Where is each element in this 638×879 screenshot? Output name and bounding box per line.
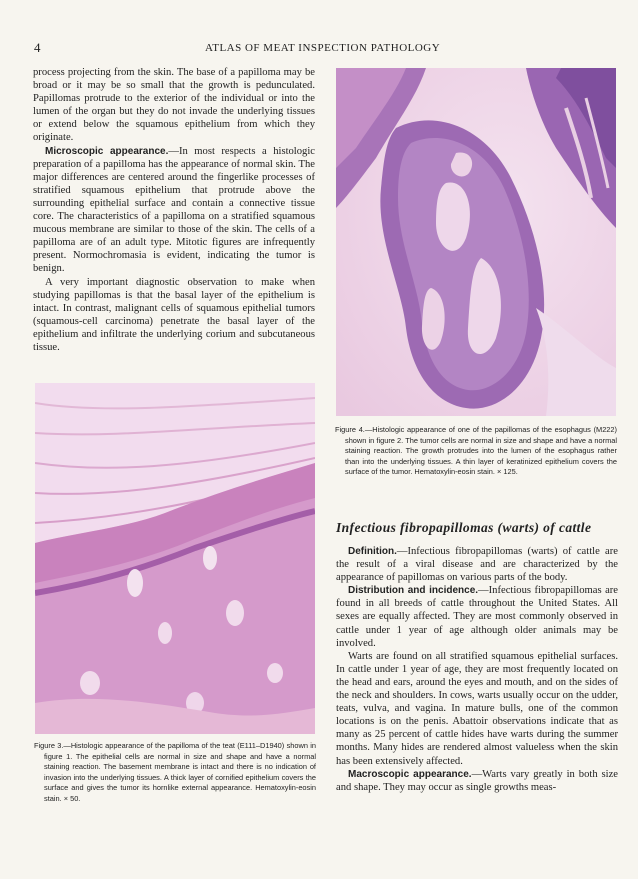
paragraph: Warts are found on all stratified squamous epithelial surfaces. In cattle under 1 year of age, they are most frequently located on the head and ears, around the eyes and mouth, and on the sides of the neck and shoulders. In cows, warts usually occur on the udder, teats, vulva, and vagina. In mature bulls, one of the common locations is on the penis. Abattoir observations indicate that as many as 25 percent of cattle hides have warts during the summer months. Many hides are rendered almost valueless when the skin has been extensively affected. bbox=[336, 650, 618, 767]
right-column-text bbox=[336, 545, 618, 794]
paragraph-microscopic: Microscopic appearance.—In most respects a histologic preparation of a papilloma has the appearance of normal skin. The major differences are centered around the fingerlike processes of stratified squamous epithelium that protrude above the surrounding epithelial surface and contain a connective tissue core. The characteristics of a papilloma on a stratified squamous mucous membrane are similar to those of the skin. The cells of a papilloma are of an adult type. Mitotic figures are infrequently present. Normochromasia is evident, indicating the tumor is benign. bbox=[33, 145, 315, 275]
figure-3-micrograph bbox=[35, 383, 315, 734]
paragraph-distribution: Distribution and incidence.—Infectious fibropapillomas are found in all breeds of cattle throughout the United States. All sexes are equally affected. They are most commonly observed in cattle under 1 year of age although older animals may be involved. bbox=[336, 585, 618, 649]
figure-4-caption: Figure 4.—Histologic appearance of one of the papillomas of the esophagus (M222) shown in figure 2. The tumor cells are normal in size and shape and have a normal staining reaction. The growth protrudes into the lumen of the esophagus rather than into the underlying tissues. A thin layer of keratinized epithelium covers the surface of the tumor. Hematoxylin-eosin stain. × 125. bbox=[335, 425, 617, 476]
paragraph: process projecting from the skin. The base of a papilloma may be broad or it may be so small that the growth is pedunculated. Papillomas protrude to the exterior of the individual or into the lumen of the organ but they do not invade the underlying tissues or extend below the squamous epithelium from which they originate. bbox=[33, 67, 315, 144]
running-title: ATLAS OF MEAT INSPECTION PATHOLOGY bbox=[205, 42, 441, 54]
figure-3-caption: Figure 3.—Histologic appearance of the papilloma of the teat (E111–D1940) shown in figure 1. The epithelial cells are normal in size and shape and have a normal staining reaction. The basement membrane is intact and there is no indication of invasion into the underlying tissues. A thick layer of cornified epithelium covers the surface and gives the tumor its hornlike external appearance. Hematoxylin-eosin stain. × 50. bbox=[34, 741, 316, 803]
figure-4-micrograph bbox=[336, 68, 616, 416]
page-number: 4 bbox=[34, 40, 41, 55]
section-heading: Infectious fibropapillomas (warts) of cattle bbox=[336, 520, 592, 535]
paragraph-macroscopic: Macroscopic appearance.—Warts vary greatly in both size and shape. They may occur as single growths meas- bbox=[336, 768, 619, 793]
left-column-text bbox=[33, 66, 315, 354]
paragraph-definition: Definition.—Infectious fibropapillomas (warts) of cattle are the result of a viral disease and are characterized by the appearance of papillomas on various parts of the body. bbox=[336, 546, 618, 584]
paragraph: A very important diagnostic observation to make when studying papillomas is that the basal layer of the epithelium is intact. In contrast, malignant cells of squamous epithelial tumors (squamous-cell carcinoma) penetrate the basal layer of the epithelium and infiltrate the underlying corium and subcutaneous tissue. bbox=[33, 276, 315, 353]
